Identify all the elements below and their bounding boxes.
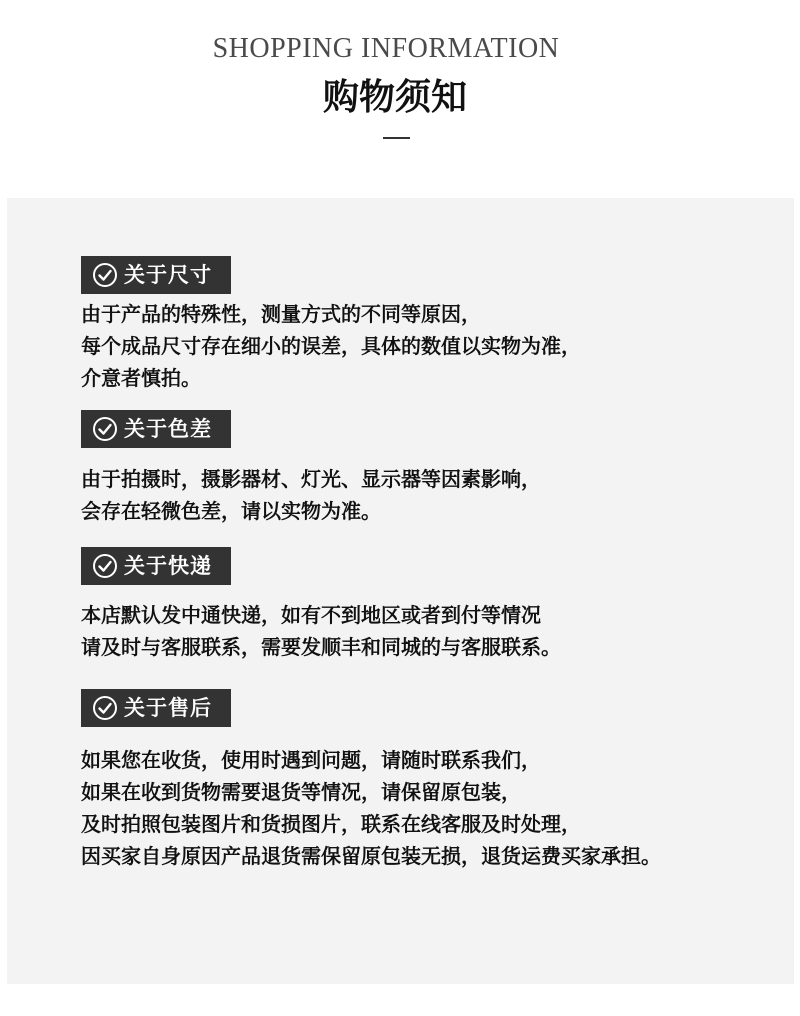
section-line: 及时拍照包装图片和货损图片，联系在线客服及时处理， <box>81 812 581 836</box>
section-line: 本店默认发中通快递，如有不到地区或者到付等情况 <box>81 603 541 627</box>
header-eyebrow: SHOPPING INFORMATION <box>212 33 560 64</box>
check-circle-icon <box>92 416 118 442</box>
section-line: 每个成品尺寸存在细小的误差，具体的数值以实物为准， <box>81 334 581 358</box>
section-line: 如果在收到货物需要退货等情况，请保留原包装， <box>81 780 521 804</box>
check-circle-icon <box>92 553 118 579</box>
section-tag-after-sales <box>81 689 231 727</box>
section-body <box>81 298 581 394</box>
section-tag-label: 关于售后 <box>124 696 212 720</box>
section-line: 会存在轻微色差，请以实物为准。 <box>81 499 381 523</box>
check-circle-icon <box>92 262 118 288</box>
section-line: 介意者慎拍。 <box>81 366 201 390</box>
section-tag-label: 关于色差 <box>124 417 212 441</box>
section-line: 由于产品的特殊性，测量方式的不同等原因， <box>81 302 481 326</box>
section-line: 请及时与客服联系，需要发顺丰和同城的与客服联系。 <box>81 635 561 659</box>
section-line: 由于拍摄时，摄影器材、灯光、显示器等因素影响， <box>81 467 541 491</box>
section-body <box>81 599 561 663</box>
title-divider <box>383 137 410 139</box>
page-header <box>0 0 800 198</box>
section-body <box>81 744 661 872</box>
section-tag-size <box>81 256 231 294</box>
page-title: 购物须知 <box>322 77 467 118</box>
section-line: 因买家自身原因产品退货需保留原包装无损，退货运费买家承担。 <box>81 844 661 868</box>
section-line: 如果您在收货，使用时遇到问题，请随时联系我们， <box>81 748 541 772</box>
section-body <box>81 463 541 527</box>
check-circle-icon <box>92 695 118 721</box>
section-tag-label: 关于尺寸 <box>124 263 212 287</box>
section-tag-color <box>81 410 231 448</box>
section-tag-label: 关于快递 <box>124 554 212 578</box>
section-tag-shipping <box>81 547 231 585</box>
